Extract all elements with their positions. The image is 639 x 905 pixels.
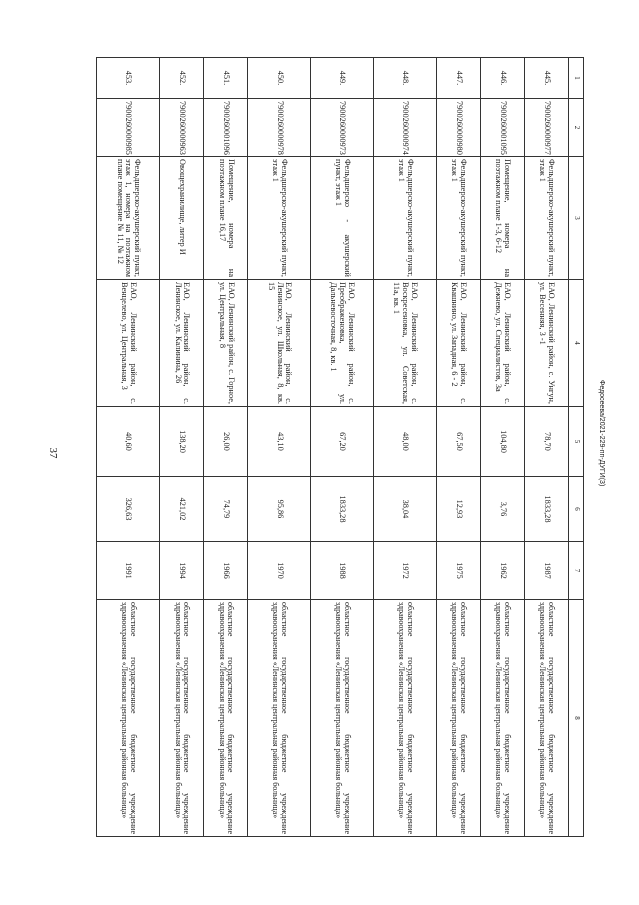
- property-table: [96, 57, 584, 837]
- area-cell: 67,50: [436, 407, 480, 477]
- address-cell: ЕАО, Ленинский район, с. Воскресеновка, ул. Советская, 11а, кв. 1: [373, 280, 436, 407]
- year-cell: 1975: [436, 542, 480, 600]
- row-number-cell: 450.: [248, 58, 311, 99]
- area-cell: 40,60: [97, 407, 160, 477]
- holder-organization-cell: областное государственное бюджетное учреждение здравоохранения «Ленинская центральная районная больница»: [248, 600, 311, 837]
- table-row: [524, 58, 568, 837]
- year-cell: 1991: [97, 542, 160, 600]
- table-body: [97, 58, 569, 837]
- object-name-cell: Фельдшерско-акушерский пункт, этаж 1: [524, 157, 568, 280]
- table-row: [204, 58, 248, 837]
- address-cell: ЕАО, Ленинский район, с. Ленинское, ул. Калинина, 26: [160, 280, 204, 407]
- area-cell: 67,20: [311, 407, 374, 477]
- address-cell: ЕАО, Ленинский район, с. Горное, ул. Центральная, 8: [204, 280, 248, 407]
- object-name-cell: Помещение, номера на поэтажном плане 1-3, 6-12: [480, 157, 524, 280]
- column-number-5: 5: [569, 407, 584, 477]
- address-cell: ЕАО, Ленинский район, с. Дежнево, ул. Специалистов, 3а: [480, 280, 524, 407]
- holder-organization-cell: областное государственное бюджетное учреждение здравоохранения «Ленинская центральная районная больница»: [204, 600, 248, 837]
- row-number-cell: 451.: [204, 58, 248, 99]
- cost-cell: 95,86: [248, 477, 311, 542]
- holder-organization-cell: областное государственное бюджетное учреждение здравоохранения «Ленинская центральная районная больница»: [311, 600, 374, 837]
- year-cell: 1972: [373, 542, 436, 600]
- table-row: [373, 58, 436, 837]
- area-cell: 48,00: [373, 407, 436, 477]
- year-cell: 1987: [524, 542, 568, 600]
- object-name-cell: Овощехранилище, литер И: [160, 157, 204, 280]
- column-number-row: [569, 58, 584, 837]
- cost-cell: 1833,28: [311, 477, 374, 542]
- property-table-container: [96, 57, 584, 836]
- area-cell: 104,80: [480, 407, 524, 477]
- row-number-cell: 447.: [436, 58, 480, 99]
- registry-number-cell: 7900260000980: [436, 99, 480, 157]
- document-footer: Федосеева/2021-229-пп-ДУГИ(3): [598, 380, 605, 487]
- holder-organization-cell: областное государственное бюджетное учреждение здравоохранения «Ленинская центральная районная больница»: [480, 600, 524, 837]
- area-cell: 138,20: [160, 407, 204, 477]
- cost-cell: 12,93: [436, 477, 480, 542]
- cost-cell: 38,04: [373, 477, 436, 542]
- area-cell: 78,70: [524, 407, 568, 477]
- year-cell: 1970: [248, 542, 311, 600]
- table-row: [311, 58, 374, 837]
- table-row: [97, 58, 160, 837]
- cost-cell: 1833,28: [524, 477, 568, 542]
- page-number: 37: [47, 447, 59, 459]
- row-number-cell: 453.: [97, 58, 160, 99]
- registry-number-cell: 7900260000963: [160, 99, 204, 157]
- cost-cell: 326,63: [97, 477, 160, 542]
- row-number-cell: 445.: [524, 58, 568, 99]
- object-name-cell: Фельдшерско - акушерский пункт, этаж 1: [311, 157, 374, 280]
- row-number-cell: 452.: [160, 58, 204, 99]
- table-row: [248, 58, 311, 837]
- object-name-cell: Помещение, номера на поэтажном плане 16,17: [204, 157, 248, 280]
- object-name-cell: Фельдшерско-акушерский пункт, этаж 1: [248, 157, 311, 280]
- column-number-3: 3: [569, 157, 584, 280]
- holder-organization-cell: областное государственное бюджетное учреждение здравоохранения «Ленинская центральная районная больница»: [436, 600, 480, 837]
- table-row: [480, 58, 524, 837]
- area-cell: 26,00: [204, 407, 248, 477]
- registry-number-cell: 7900260000974: [373, 99, 436, 157]
- registry-number-cell: 7900260000978: [248, 99, 311, 157]
- address-cell: ЕАО, Ленинский район, с. Квашнино, ул. Западная, 6 - 2: [436, 280, 480, 407]
- column-number-4: 4: [569, 280, 584, 407]
- column-number-1: 1: [569, 58, 584, 99]
- row-number-cell: 446.: [480, 58, 524, 99]
- column-number-7: 7: [569, 542, 584, 600]
- year-cell: 1962: [480, 542, 524, 600]
- year-cell: 1994: [160, 542, 204, 600]
- cost-cell: 3,76: [480, 477, 524, 542]
- holder-organization-cell: областное государственное бюджетное учреждение здравоохранения «Ленинская центральная районная больница»: [97, 600, 160, 837]
- registry-number-cell: 7900260001095: [480, 99, 524, 157]
- registry-number-cell: 7900260000985: [97, 99, 160, 157]
- address-cell: ЕАО, Ленинский район, с. Преображеновка, ул. Дальневосточная, 8, кв. 1: [311, 280, 374, 407]
- row-number-cell: 448.: [373, 58, 436, 99]
- column-number-6: 6: [569, 477, 584, 542]
- table-row: [160, 58, 204, 837]
- row-number-cell: 449.: [311, 58, 374, 99]
- cost-cell: 421,02: [160, 477, 204, 542]
- table-row: [436, 58, 480, 837]
- year-cell: 1966: [204, 542, 248, 600]
- column-number-2: 2: [569, 99, 584, 157]
- registry-number-cell: 7900260001096: [204, 99, 248, 157]
- holder-organization-cell: областное государственное бюджетное учреждение здравоохранения «Ленинская центральная районная больница»: [524, 600, 568, 837]
- registry-number-cell: 7900260000977: [524, 99, 568, 157]
- cost-cell: 74,79: [204, 477, 248, 542]
- object-name-cell: Фельдшерско-акушерский пункт, этаж 1: [373, 157, 436, 280]
- column-number-8: 8: [569, 600, 584, 837]
- address-cell: ЕАО, Ленинский район, с. Ленинское, ул. Школьная, 8, кв. 15: [248, 280, 311, 407]
- object-name-cell: Фельдшерско-акушерский пункт, этаж 1, номера на поэтажном плане помещение № 11, № 12: [97, 157, 160, 280]
- registry-number-cell: 7900260000973: [311, 99, 374, 157]
- object-name-cell: Фельдшерско-акушерский пункт, этаж 1: [436, 157, 480, 280]
- holder-organization-cell: областное государственное бюджетное учреждение здравоохранения «Ленинская центральная районная больница»: [160, 600, 204, 837]
- year-cell: 1988: [311, 542, 374, 600]
- area-cell: 43,10: [248, 407, 311, 477]
- holder-organization-cell: областное государственное бюджетное учреждение здравоохранения «Ленинская центральная районная больница»: [373, 600, 436, 837]
- address-cell: ЕАО, Ленинский район, с. Унгун, ул. Весенняя, 3 -1: [524, 280, 568, 407]
- address-cell: ЕАО, Ленинский район, с. Венцелево, ул. Центральная, 3: [97, 280, 160, 407]
